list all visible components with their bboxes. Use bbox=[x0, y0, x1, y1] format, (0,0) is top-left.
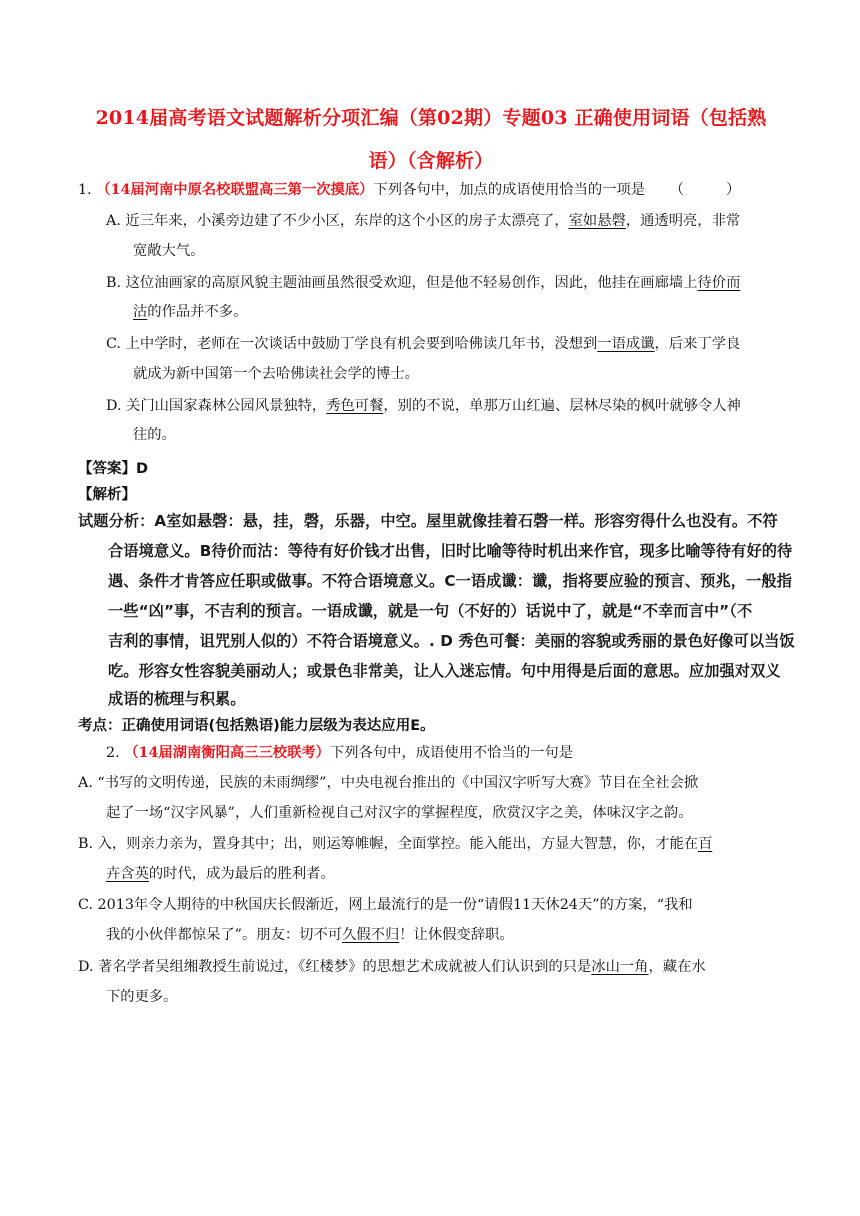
q2-option-d-cont: 下的更多。 bbox=[106, 989, 178, 1005]
underlined-idiom: 卉含英 bbox=[106, 866, 149, 882]
q1-option-a bbox=[106, 211, 740, 231]
analysis-label: 【解析】 bbox=[78, 487, 136, 503]
analysis-line: 合语境意义。B待价而沽：等待有好价钱才出售，旧时比喻等待时机出来作官，现多比喻等待有好的待 bbox=[108, 542, 793, 560]
document-title-line-2: 语）（含解析） bbox=[368, 150, 494, 172]
underlined-idiom: 百 bbox=[698, 836, 713, 852]
option-label: A. bbox=[106, 213, 121, 229]
q1-option-c-cont: 就成为新中国第一个去哈佛读社会学的博士。 bbox=[133, 366, 419, 382]
option-text: 上中学时，老师在一次谈话中鼓励丁学良有机会要到哈佛读几年书，没想到 bbox=[125, 336, 598, 352]
document-title-line-1: 2014届高考语文试题解析分项汇编（第02期）专题03 正确使用词语（包括熟 bbox=[95, 107, 767, 129]
analysis-line: 试题分析：A室如悬磬：悬，挂，磬，乐器，中空。屋里就像挂着石磬一样。形容穷得什么也没有。不符 bbox=[78, 512, 778, 530]
question-number: 2. bbox=[106, 745, 120, 761]
option-text: 2013年令人期待的中秋国庆长假渐近，网上最流行的是一份“请假11天休24天”的方案，“我和 bbox=[97, 897, 693, 913]
underlined-idiom: 秀色可餐 bbox=[326, 398, 384, 414]
option-text: 这位油画家的高原风貌主题油画虽然很受欢迎，但是他不轻易创作，因此，他挂在画廊墙上 bbox=[125, 275, 698, 291]
option-text: ，后来丁学良 bbox=[654, 336, 741, 352]
question-source: （14届河南中原名校联盟高三第一次摸底） bbox=[96, 182, 374, 198]
q2-option-a bbox=[78, 773, 698, 793]
q2-option-c-cont bbox=[106, 925, 514, 945]
kaodian-line: 考点：正确使用词语(包括熟语)能力层级为表达应用E。 bbox=[78, 718, 435, 734]
answer-line bbox=[78, 459, 148, 479]
option-text: ！让休假变辞职。 bbox=[399, 927, 514, 943]
option-text: 入，则亲力亲为，置身其中；出，则运筹帷幄，全面掌控。能入能出，方显大智慧，你，才能在 bbox=[97, 836, 699, 852]
answer-blank-close: ） bbox=[725, 182, 741, 198]
option-text: 我的小伙伴都惊呆了”。朋友：切不可 bbox=[106, 927, 343, 943]
document-title bbox=[78, 97, 784, 183]
option-label: C. bbox=[78, 897, 93, 913]
underlined-idiom: 待价而 bbox=[697, 275, 741, 291]
option-label: A. bbox=[78, 775, 93, 791]
q2-option-d bbox=[78, 957, 706, 977]
option-text: 关门山国家森林公园风景独特， bbox=[126, 398, 327, 414]
option-text: ，别的不说，单那万山红遍、层林尽染的枫叶就够令人神 bbox=[383, 398, 741, 414]
option-label: B. bbox=[78, 836, 94, 852]
answer-blank-open: （ bbox=[669, 182, 684, 198]
underlined-idiom: 一语成谶 bbox=[597, 336, 655, 352]
option-label: D. bbox=[106, 398, 122, 414]
option-label: C. bbox=[106, 336, 121, 352]
q2-option-a-cont: 起了一场“汉字风暴”，人们重新检视自己对汉字的掌握程度，欣赏汉字之美，体味汉字之韵。 bbox=[106, 805, 693, 821]
underlined-idiom: 室如悬磬 bbox=[568, 213, 626, 229]
option-text: 的作品并不多。 bbox=[147, 304, 248, 320]
analysis-line: 成语的梳理与积累。 bbox=[108, 690, 246, 708]
question-text: 下列各句中，成语使用不恰当的一句是 bbox=[329, 745, 574, 761]
analysis-line: 吃。形容女性容貌美丽动人；或景色非常美，让人入迷忘情。句中用得是后面的意思。应加强对双义 bbox=[108, 662, 781, 680]
question-source: （14届湖南衡阳高三三校联考） bbox=[124, 745, 330, 761]
option-text: 近三年来，小溪旁边建了不少小区，东岸的这个小区的房子太漂亮了， bbox=[125, 213, 569, 229]
q1-option-b-cont bbox=[133, 302, 247, 322]
option-text: ，藏在水 bbox=[648, 959, 706, 975]
q1-option-b bbox=[106, 273, 740, 293]
option-label: D. bbox=[78, 959, 94, 975]
q1-option-d bbox=[106, 396, 741, 416]
option-text: 著名学者吴组缃教授生前说过，《红楼梦》的思想艺术成就被人们认识到的只是 bbox=[98, 959, 592, 975]
analysis-line: 一些“凶”事，不吉利的预言。一语成谶，就是一句（不好的）话说中了，就是“不幸而言中”（不 bbox=[108, 602, 753, 620]
q1-option-d-cont: 往的。 bbox=[133, 427, 176, 443]
question-number: 1. bbox=[78, 182, 92, 198]
analysis-line: 吉利的事情，诅咒别人似的）不符合语境意义。. D 秀色可餐：美丽的容貌或秀丽的景色好像可以当饭 bbox=[108, 632, 795, 650]
q1-option-a-cont: 宽敞大气。 bbox=[133, 243, 205, 259]
answer-value: D bbox=[136, 461, 149, 477]
option-text: 的时代，成为最后的胜利者。 bbox=[148, 866, 335, 882]
q2-option-b bbox=[78, 834, 712, 854]
underlined-idiom: 冰山一角 bbox=[591, 959, 649, 975]
question-2-stem bbox=[106, 743, 573, 763]
underlined-idiom: 沽 bbox=[133, 304, 148, 320]
option-text: “书写的文明传递，民族的未雨绸缪”，中央电视台推出的《中国汉字听写大赛》节目在全社会掀 bbox=[97, 775, 699, 791]
q2-option-c bbox=[78, 895, 693, 915]
option-label: B. bbox=[106, 275, 122, 291]
underlined-idiom: 久假不归 bbox=[342, 927, 400, 943]
option-text: ，通透明亮，非常 bbox=[625, 213, 741, 229]
q1-option-c bbox=[106, 334, 740, 354]
question-1-stem bbox=[78, 180, 740, 200]
answer-label: 【答案】 bbox=[78, 461, 136, 477]
q2-option-b-cont bbox=[106, 864, 335, 884]
question-text: 下列各句中，加点的成语使用恰当的一项是 bbox=[373, 182, 646, 198]
analysis-line: 遇、条件才肯答应任职或做事。不符合语境意义。C一语成谶：谶，指将要应验的预言、预兆，一般指 bbox=[108, 572, 792, 590]
